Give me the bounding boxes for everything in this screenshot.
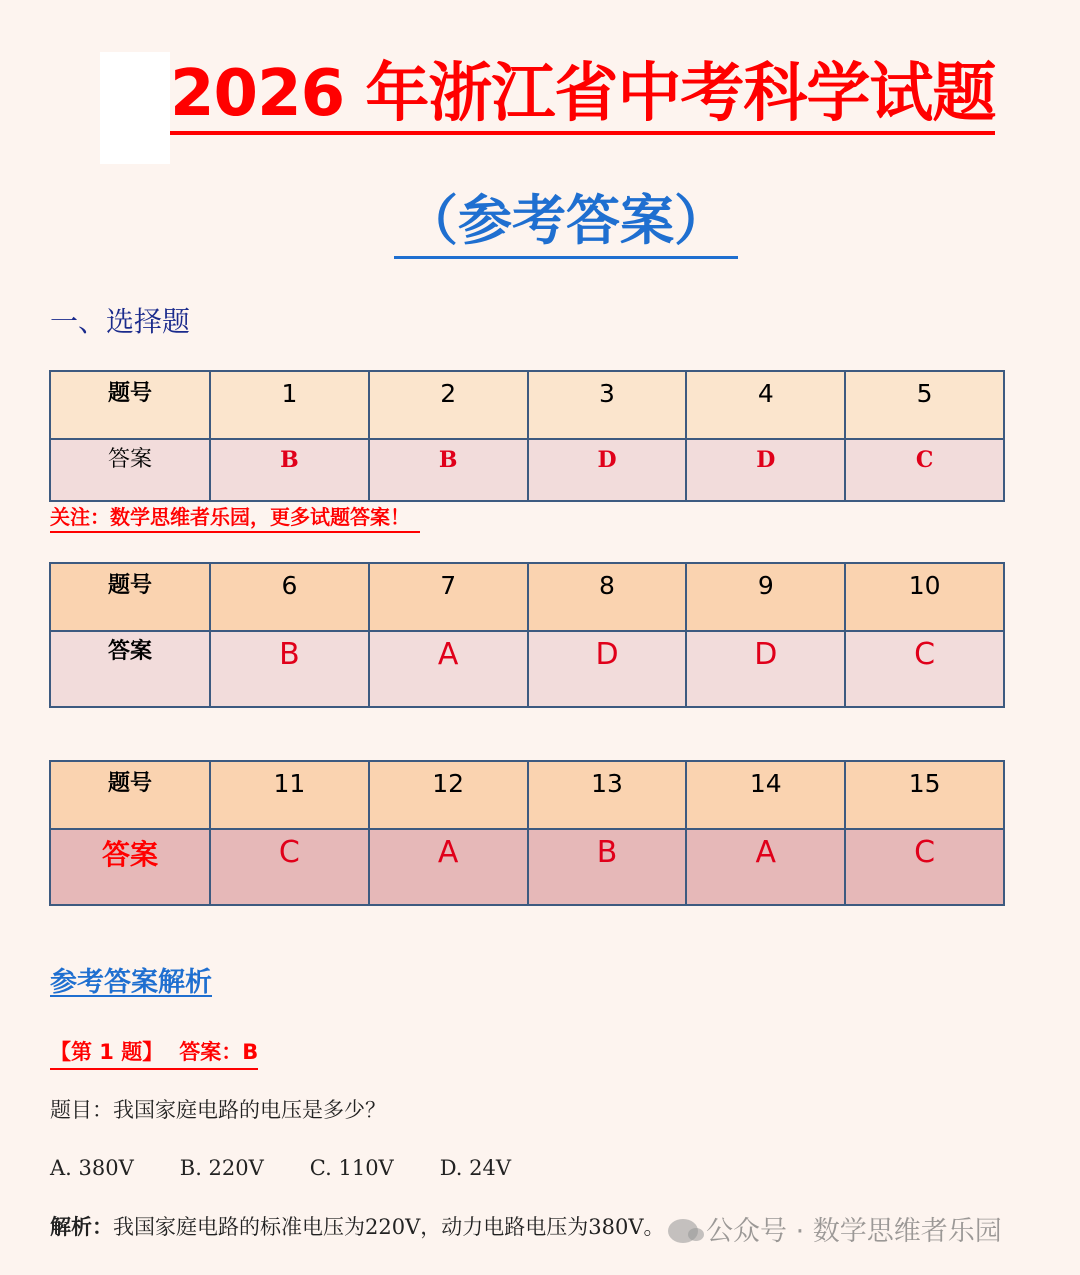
question-number-label: 题号 (107, 381, 152, 406)
question-number: 9 (757, 571, 774, 600)
table-cell (845, 761, 1004, 829)
question-number: 4 (757, 379, 774, 408)
question-1-answer: 答案：B (179, 1040, 259, 1064)
table-cell (845, 371, 1004, 439)
watermark-text: 公众号 · 数学思维者乐园 (706, 1216, 1002, 1247)
follow-notice: 关注：数学思维者乐园，更多试题答案！ (50, 503, 420, 533)
table-row (50, 439, 1004, 501)
table-cell (686, 371, 845, 439)
table-cell (845, 829, 1004, 905)
answer-value: B (596, 835, 618, 870)
option-d: D. 24V (439, 1156, 512, 1180)
table-cell (845, 439, 1004, 501)
option-b: B. 220V (179, 1156, 264, 1180)
table-cell (686, 439, 845, 501)
table-cell (686, 761, 845, 829)
answer-value: C (914, 637, 936, 672)
table-row (50, 631, 1004, 707)
question-1-options (50, 1152, 557, 1184)
blank-block (100, 52, 170, 164)
answer-label: 答案 (107, 639, 152, 664)
wechat-icon (668, 1219, 698, 1243)
answer-value: A (755, 835, 777, 870)
answer-value: B (279, 637, 300, 672)
table-cell (50, 761, 210, 829)
table-cell (369, 439, 528, 501)
table-cell (528, 829, 687, 905)
answer-value: D (597, 447, 617, 473)
table-cell (369, 563, 528, 631)
table-cell (369, 371, 528, 439)
explanation-text: 我国家庭电路的标准电压为220V，动力电路电压为380V。 (113, 1215, 665, 1239)
watermark (668, 1212, 1002, 1252)
table-cell (528, 631, 687, 707)
answer-value: B (280, 447, 299, 473)
question-number: 15 (908, 769, 941, 798)
question-number: 8 (599, 571, 615, 600)
table-cell (528, 371, 687, 439)
table-cell (210, 563, 369, 631)
table-row (50, 563, 1004, 631)
answer-label: 答案 (107, 447, 152, 472)
answer-value: D (756, 447, 776, 473)
table-row (50, 761, 1004, 829)
table-cell (686, 829, 845, 905)
question-number: 6 (281, 571, 298, 600)
question-number: 12 (432, 769, 465, 798)
page-title: 2026 年浙江省中考科学试题 (170, 52, 1070, 136)
question-number: 5 (916, 379, 933, 408)
question-1-text: 题目：我国家庭电路的电压是多少？ (50, 1098, 386, 1122)
table-cell (845, 563, 1004, 631)
answer-label: 答案 (101, 838, 158, 871)
table-cell (50, 563, 210, 631)
answer-value: A (437, 835, 459, 870)
question-number: 2 (440, 379, 457, 408)
section-title: 一、选择题 (50, 305, 191, 338)
answer-table-1 (49, 370, 1005, 502)
question-1-title: 【第 1 题】 (50, 1040, 164, 1064)
question-number: 10 (908, 571, 941, 600)
table-cell (686, 563, 845, 631)
answer-value: C (914, 835, 936, 870)
table-row (50, 829, 1004, 905)
question-number: 3 (599, 379, 615, 408)
table-cell (210, 439, 369, 501)
table-cell (845, 631, 1004, 707)
table-cell (528, 439, 687, 501)
table-cell (686, 631, 845, 707)
question-1-heading (50, 1036, 258, 1070)
question-number-label: 题号 (107, 573, 152, 598)
option-a: A. 380V (50, 1156, 134, 1180)
answer-value: C (915, 447, 934, 473)
answer-value: D (754, 637, 778, 672)
question-number-label: 题号 (107, 771, 152, 796)
question-number: 11 (273, 769, 306, 798)
option-c: C. 110V (309, 1156, 394, 1180)
explanation-label: 解析： (50, 1215, 113, 1239)
page-subtitle: （参考答案） (394, 186, 738, 259)
table-cell (369, 761, 528, 829)
answer-value: B (438, 447, 458, 473)
answer-table-3 (49, 760, 1005, 906)
table-cell (50, 631, 210, 707)
answer-table-2 (49, 562, 1005, 708)
question-number: 1 (281, 379, 298, 408)
answer-value: A (437, 637, 459, 672)
table-cell (210, 761, 369, 829)
table-cell (50, 439, 210, 501)
table-row (50, 371, 1004, 439)
table-cell (369, 631, 528, 707)
table-cell (210, 829, 369, 905)
table-cell (528, 563, 687, 631)
table-cell (50, 829, 210, 905)
table-cell (210, 631, 369, 707)
analysis-heading: 参考答案解析 (50, 967, 212, 998)
answer-value: D (595, 637, 619, 672)
table-cell (50, 371, 210, 439)
table-cell (210, 371, 369, 439)
question-number: 14 (749, 769, 782, 798)
table-cell (528, 761, 687, 829)
table-cell (369, 829, 528, 905)
question-number: 7 (440, 571, 457, 600)
question-1-explanation (50, 1211, 665, 1243)
question-number: 13 (591, 769, 623, 798)
answer-value: C (278, 835, 300, 870)
